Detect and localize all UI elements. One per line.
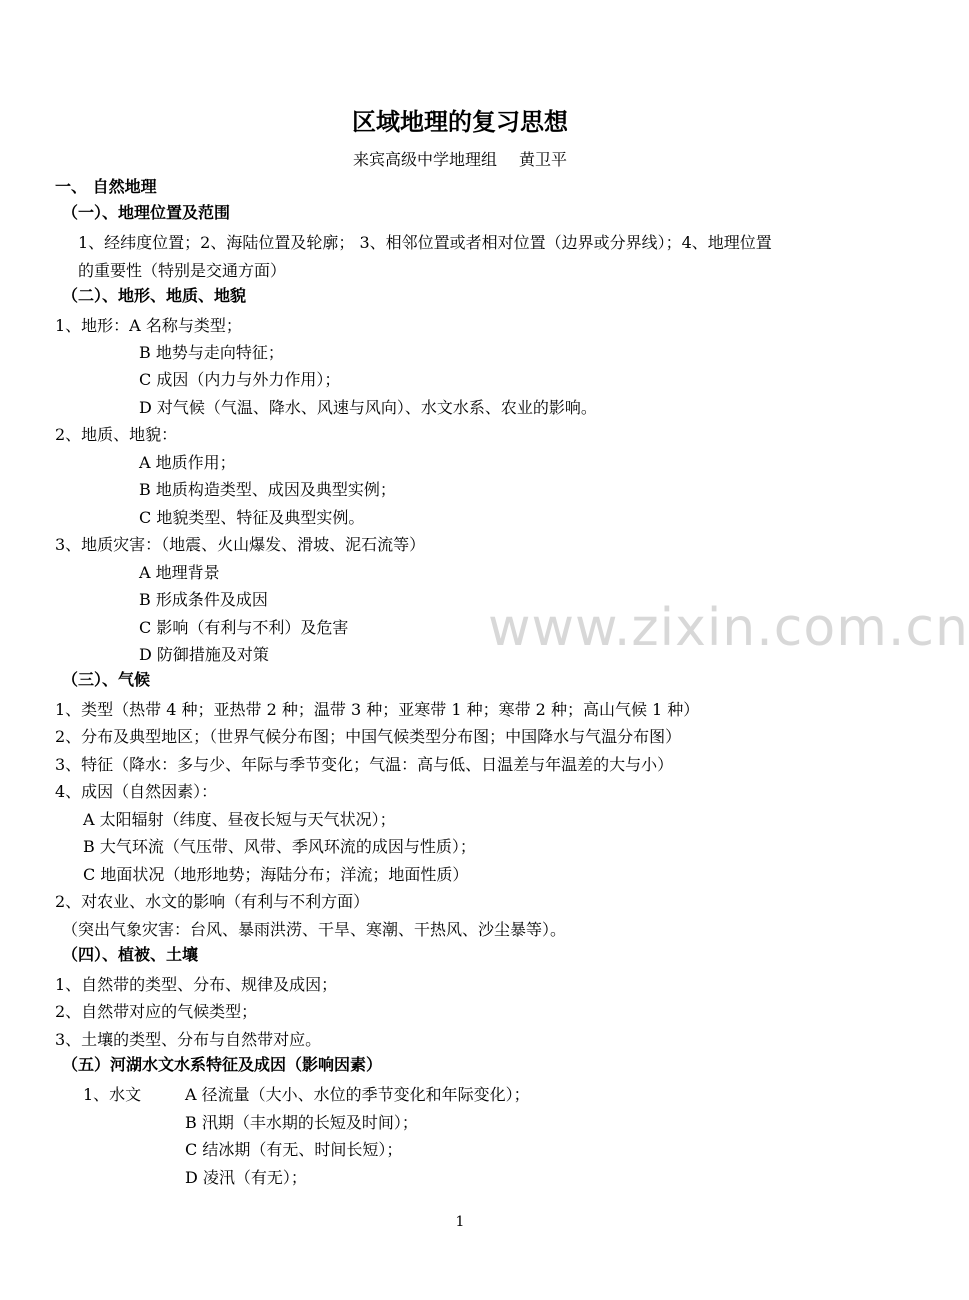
climate-item-4a: A 太阳辐射（纬度、昼夜长短与天气状况）； xyxy=(83,810,396,829)
veg-item-2: 2、自然带对应的气候类型； xyxy=(55,1002,258,1021)
author-line xyxy=(0,147,920,170)
author-school: 来宾高级中学地理组 xyxy=(352,150,497,169)
climate-item-1: 1、类型（热带 4 种；亚热带 2 种；温带 3 种；亚寒带 1 种；寒带 2 种；高山气候 1 种） xyxy=(55,700,700,719)
page-number: 1 xyxy=(455,1214,465,1230)
subsection-location: （一）、地理位置及范围 xyxy=(62,203,231,222)
terrain-item-b: B 地势与走向特征； xyxy=(139,343,284,362)
climate-item-4c: C 地面状况（地形地势；海陆分布；洋流；地面性质） xyxy=(83,865,469,884)
location-text-2: 的重要性（特别是交通方面） xyxy=(78,261,287,280)
hydro-item-d: D 凌汛（有无）； xyxy=(185,1168,307,1187)
hydro-label: 1、水文 xyxy=(83,1085,142,1104)
geology-item-c: C 地貌类型、特征及典型实例。 xyxy=(139,508,365,527)
veg-item-3: 3、土壤的类型、分布与自然带对应。 xyxy=(55,1030,322,1049)
page-title: 区域地理的复习思想 xyxy=(352,108,568,136)
terrain-item: 1、地形：A 名称与类型； xyxy=(55,316,242,335)
subsection-climate: （三）、气候 xyxy=(62,670,151,689)
terrain-item-d: D 对气候（气温、降水、风速与风向）、水文水系、农业的影响。 xyxy=(139,398,597,417)
author-name: 黄卫平 xyxy=(519,150,568,169)
hazard-item-b: B 形成条件及成因 xyxy=(139,590,268,609)
climate-item-3: 3、特征（降水：多与少、年际与季节变化；气温：高与低、日温差与年温差的大与小） xyxy=(55,755,674,774)
climate-item-2: 2、分布及典型地区；（世界气候分布图；中国气候类型分布图；中国降水与气温分布图） xyxy=(55,727,682,746)
climate-item-4: 4、成因（自然因素）： xyxy=(55,782,218,801)
climate-item-4b: B 大气环流（气压带、风带、季风环流的成因与性质）； xyxy=(83,837,476,856)
veg-item-1: 1、自然带的类型、分布、规律及成因； xyxy=(55,975,338,994)
hydro-item-a: A 径流量（大小、水位的季节变化和年际变化）； xyxy=(185,1085,530,1104)
hydro-item-c: C 结冰期（有无、时间长短）； xyxy=(185,1140,403,1159)
hazard-item-c: C 影响（有利与不利）及危害 xyxy=(139,618,349,637)
subsection-hydrology: （五）河湖水文水系特征及成因（影响因素） xyxy=(62,1055,383,1074)
section-heading-natural: 一、 自然地理 xyxy=(55,177,157,196)
terrain-item-c: C 成因（内力与外力作用）； xyxy=(139,370,341,389)
climate-item-5-note: （突出气象灾害：台风、暴雨洪涝、干旱、寒潮、干热风、沙尘暴等）。 xyxy=(62,920,567,939)
subsection-vegetation: （四）、植被、土壤 xyxy=(62,945,199,964)
subsection-terrain: （二）、地形、地质、地貌 xyxy=(62,286,247,305)
hazard-item: 3、地质灾害：（地震、火山爆发、滑坡、泥石流等） xyxy=(55,535,426,554)
hazard-item-d: D 防御措施及对策 xyxy=(139,645,269,664)
geology-item-a: A 地质作用； xyxy=(139,453,236,472)
geology-item-b: B 地质构造类型、成因及典型实例； xyxy=(139,480,396,499)
climate-item-5: 2、对农业、水文的影响（有利与不利方面） xyxy=(55,892,370,911)
watermark: www.zixin.com.cn xyxy=(488,598,969,658)
hazard-item-a: A 地理背景 xyxy=(139,563,220,582)
hydro-item-b: B 汛期（丰水期的长短及时间）； xyxy=(185,1113,418,1132)
geology-item: 2、地质、地貌： xyxy=(55,425,178,444)
location-text-1: 1、经纬度位置；2、海陆位置及轮廓； 3、相邻位置或者相对位置（边界或分界线）；4、地理位置 xyxy=(78,233,772,252)
